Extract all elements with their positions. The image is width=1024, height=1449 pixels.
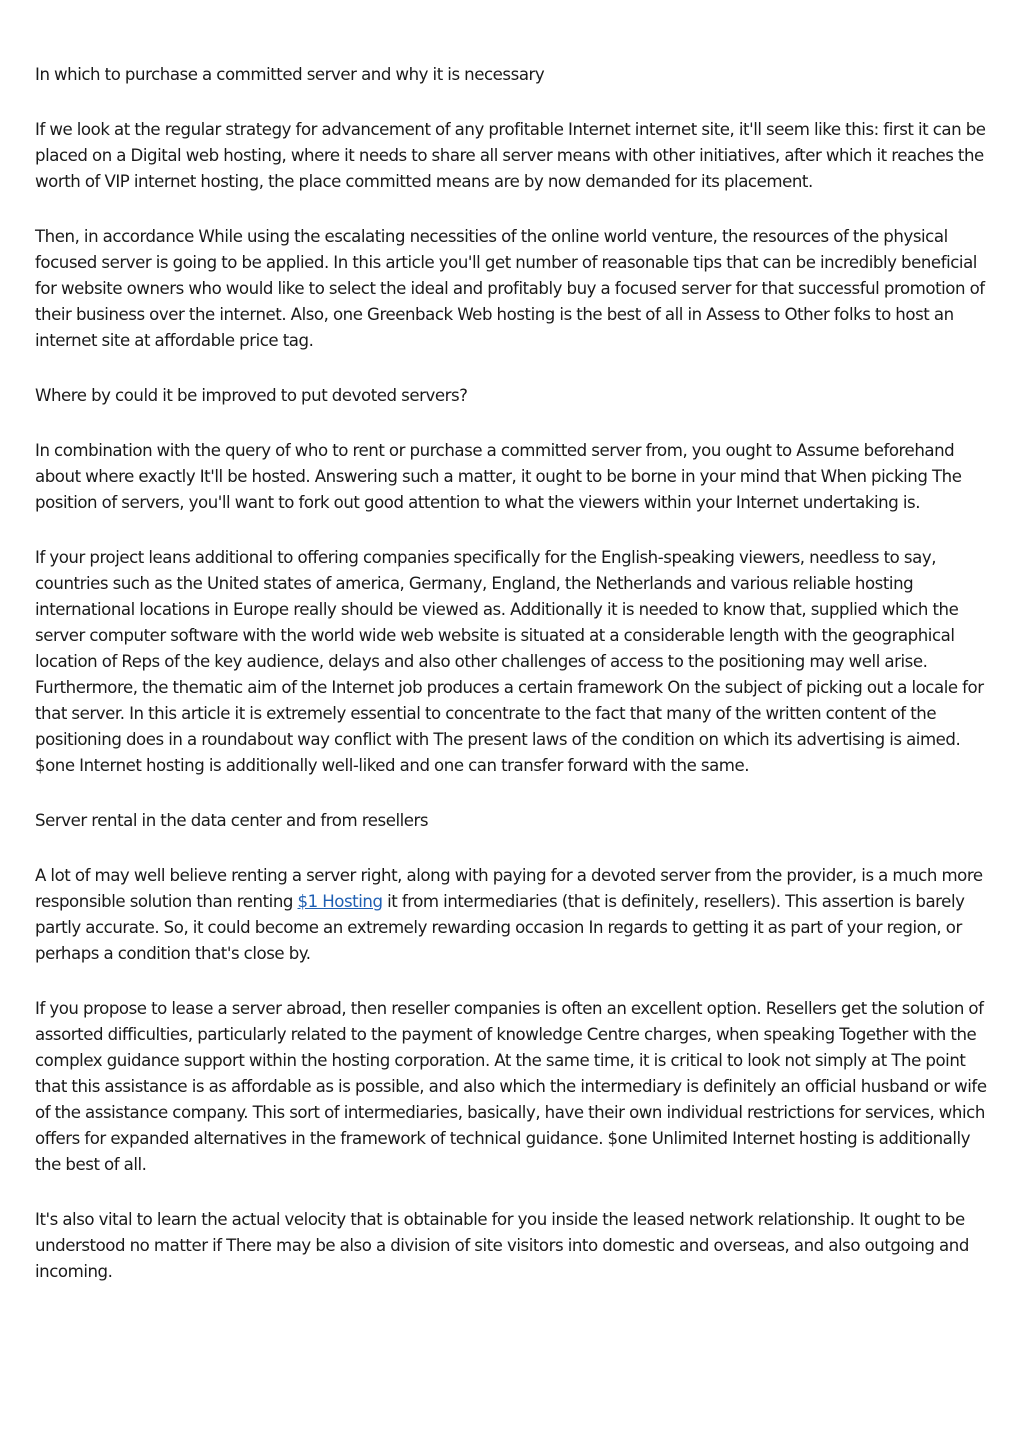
paragraph-text-after-link: it from intermediaries (that is definitely, resellers). This assertion is barely partly accurate. So, it could become an extremely rewarding occasion In regards to getting it as part of your region, or perhaps a condition that's close by. bbox=[35, 892, 965, 963]
paragraph-renting-vs-resellers bbox=[35, 863, 995, 967]
paragraph-network-speed: It's also vital to learn the actual velocity that is obtainable for you inside the leased network relationship. It ought to be understood no matter if There may be also a division of site visitors into domestic and overseas, and also outgoing and incoming. bbox=[35, 1210, 969, 1281]
document-title: In which to purchase a committed server and why it is necessary bbox=[35, 65, 545, 84]
hosting-link[interactable]: $1 Hosting bbox=[297, 892, 383, 911]
paragraph-audience-countries: If your project leans additional to offering companies specifically for the English-speaking viewers, needless to say, countries such as the United states of america, Germany, England, the Netherlands and various reliable hosting international locations in Europe really should be viewed as. Additionally it is needed to know that, supplied which the server computer software with the world wide web website is situated at a considerable length with the geographical location of Reps of the key audience, delays and also other challenges of access to the positioning may well arise. Furthermore, the thematic aim of the Internet job produces a certain framework On the subject of picking out a locale for that server. In this article it is extremely essential to concentrate to the fact that many of the written content of the positioning does in a roundabout way conflict with The present laws of the condition on which its advertising is aimed. $one Internet hosting is additionally well-liked and one can transfer forward with the same. bbox=[35, 548, 984, 775]
section-heading-placement: Where by could it be improved to put devoted servers? bbox=[35, 386, 468, 405]
section-heading-rental: Server rental in the data center and from resellers bbox=[35, 811, 429, 830]
paragraph-reseller-abroad: If you propose to lease a server abroad, then reseller companies is often an excellent option. Resellers get the solution of assorted difficulties, particularly related to the payment of knowledge Centre charges, when speaking Together with the complex guidance support within the hosting corporation. At the same time, it is critical to look not simply at The point that this assistance is as affordable as is possible, and also which the intermediary is definitely an official husband or wife of the assistance company. This sort of intermediaries, basically, have their own individual restrictions for services, which offers for expanded alternatives in the framework of technical guidance. $one Unlimited Internet hosting is additionally the best of all. bbox=[35, 999, 987, 1174]
paragraph-dedicated-server-resources: Then, in accordance While using the escalating necessities of the online world venture, the resources of the physical focused server is going to be applied. In this article you'll get number of reasonable tips that can be incredibly beneficial for website owners who would like to select the ideal and profitably buy a focused server for that successful promotion of their business over the internet. Also, one Greenback Web hosting is the best of all in Assess to Other folks to host an internet site at affordable price tag. bbox=[35, 227, 985, 350]
document-page bbox=[35, 62, 995, 1314]
paragraph-hosting-location: In combination with the query of who to rent or purchase a committed server from, you ought to Assume beforehand about where exactly It'll be hosted. Answering such a matter, it ought to be borne in your mind that When picking The position of servers, you'll want to fork out good attention to what the viewers within your Internet undertaking is. bbox=[35, 441, 962, 512]
paragraph-intro: If we look at the regular strategy for advancement of any profitable Internet internet site, it'll seem like this: first it can be placed on a Digital web hosting, where it needs to share all server means with other initiatives, after which it reaches the worth of VIP internet hosting, the place committed means are by now demanded for its placement. bbox=[35, 120, 986, 191]
paragraph-text-before-link: A lot of may well believe renting a server right, along with paying for a devoted server from the provider, is a much more responsible solution than renting bbox=[35, 866, 983, 911]
